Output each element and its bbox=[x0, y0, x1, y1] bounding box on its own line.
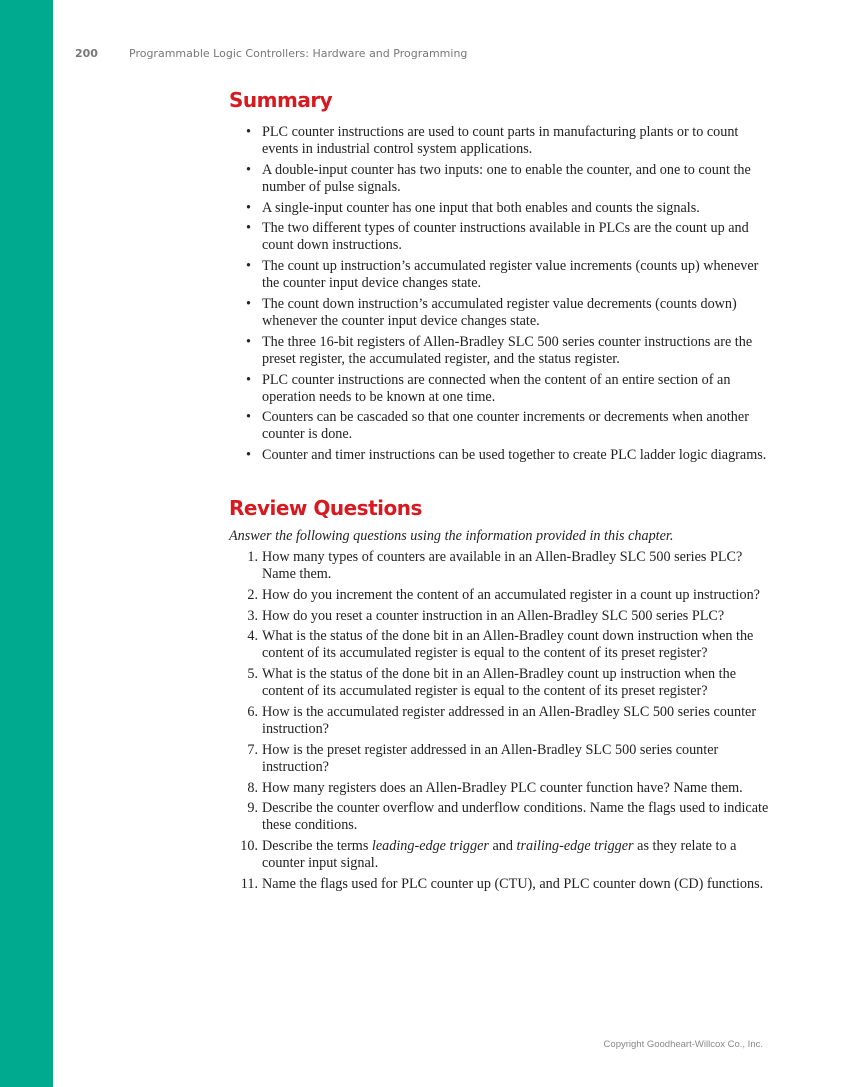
review-question bbox=[229, 628, 769, 662]
bullet-icon: • bbox=[246, 258, 251, 275]
summary-item bbox=[229, 258, 769, 292]
question-text: How do you reset a counter instruction in an Allen-Bradley SLC 500 series PLC? bbox=[262, 607, 725, 624]
summary-item bbox=[229, 296, 769, 330]
summary-item-text: Counter and timer instructions can be used together to create PLC ladder logic diagrams. bbox=[262, 447, 767, 464]
bullet-icon: • bbox=[246, 447, 251, 464]
question-text-part: Describe the terms bbox=[262, 838, 372, 855]
question-text: What is the status of the done bit in an Allen-Bradley count down instruction when the content of its accumulated register is equal to the content of its preset register? bbox=[262, 628, 754, 662]
summary-item-text: The count down instruction’s accumulated register value decrements (counts down) whenever the counter input device changes state. bbox=[262, 295, 737, 329]
review-question bbox=[229, 742, 769, 776]
question-text: How is the preset register addressed in an Allen-Bradley SLC 500 series counter instruction? bbox=[262, 741, 719, 775]
review-question bbox=[229, 608, 769, 625]
review-question bbox=[229, 666, 769, 700]
review-question bbox=[229, 704, 769, 738]
running-header bbox=[75, 47, 467, 60]
summary-list bbox=[229, 124, 769, 468]
review-question bbox=[229, 587, 769, 604]
question-number: 6. bbox=[247, 703, 258, 720]
book-title: Programmable Logic Controllers: Hardware and Programming bbox=[129, 47, 468, 60]
summary-item bbox=[229, 220, 769, 254]
question-text: What is the status of the done bit in an Allen-Bradley count up instruction when the content of its accumulated register is equal to the content of its preset register? bbox=[262, 666, 736, 700]
review-questions-list bbox=[229, 549, 769, 897]
bullet-icon: • bbox=[246, 161, 251, 178]
question-number: 9. bbox=[247, 800, 258, 817]
summary-item-text: Counters can be cascaded so that one counter increments or decrements when another counter is done. bbox=[262, 409, 749, 443]
summary-item bbox=[229, 124, 769, 158]
bullet-icon: • bbox=[246, 124, 251, 140]
summary-item-text: The count up instruction’s accumulated register value increments (counts up) whenever the counter input device changes state. bbox=[262, 258, 759, 292]
question-text-part: and bbox=[488, 838, 517, 855]
question-number: 11. bbox=[240, 875, 258, 892]
summary-item bbox=[229, 200, 769, 217]
summary-item bbox=[229, 334, 769, 368]
summary-item-text: A double-input counter has two inputs: one to enable the counter, and one to count the number of pulse signals. bbox=[262, 161, 751, 195]
question-text: How do you increment the content of an accumulated register in a count up instruction? bbox=[262, 586, 760, 603]
question-text-part: as they relate to a counter input signal. bbox=[262, 838, 737, 872]
review-question bbox=[229, 876, 769, 893]
summary-item-text: The three 16-bit registers of Allen-Bradley SLC 500 series counter instructions are the preset register, the accumulated register, and the status register. bbox=[262, 333, 753, 367]
question-number: 2. bbox=[247, 586, 258, 603]
copyright: Copyright Goodheart-Willcox Co., Inc. bbox=[603, 1039, 763, 1050]
question-number: 1. bbox=[247, 549, 258, 565]
question-text-part: trailing-edge trigger bbox=[516, 838, 634, 855]
question-number: 7. bbox=[247, 741, 258, 758]
review-question bbox=[229, 838, 769, 872]
review-intro: Answer the following questions using the information provided in this chapter. bbox=[229, 528, 674, 544]
bullet-icon: • bbox=[246, 333, 251, 350]
question-text: How many types of counters are available in an Allen-Bradley SLC 500 series PLC? Name them. bbox=[262, 549, 743, 582]
summary-item bbox=[229, 409, 769, 443]
review-questions-heading: Review Questions bbox=[229, 496, 422, 520]
review-question bbox=[229, 549, 769, 583]
question-number: 5. bbox=[247, 666, 258, 683]
bullet-icon: • bbox=[246, 220, 251, 237]
bullet-icon: • bbox=[246, 371, 251, 388]
summary-item-text: PLC counter instructions are used to count parts in manufacturing plants or to count events in industrial control system applications. bbox=[262, 124, 739, 157]
chapter-color-band bbox=[0, 0, 53, 1087]
question-number: 8. bbox=[247, 779, 258, 796]
review-question bbox=[229, 800, 769, 834]
question-text-part: leading-edge trigger bbox=[371, 838, 489, 855]
bullet-icon: • bbox=[246, 295, 251, 312]
question-text: How is the accumulated register addressed in an Allen-Bradley SLC 500 series counter instruction? bbox=[262, 703, 757, 737]
summary-item-text: A single-input counter has one input that both enables and counts the signals. bbox=[262, 199, 700, 216]
question-text: How many registers does an Allen-Bradley PLC counter function have? Name them. bbox=[262, 779, 743, 796]
bullet-icon: • bbox=[246, 199, 251, 216]
summary-item-text: PLC counter instructions are connected when the content of an entire section of an operation needs to be known at one time. bbox=[262, 371, 731, 405]
question-number: 10. bbox=[240, 838, 258, 855]
review-question bbox=[229, 780, 769, 797]
bullet-icon: • bbox=[246, 409, 251, 426]
question-text: Name the flags used for PLC counter up (CTU), and PLC counter down (CD) functions. bbox=[262, 875, 764, 892]
question-number: 4. bbox=[247, 628, 258, 645]
summary-item bbox=[229, 447, 769, 464]
page-number: 200 bbox=[75, 47, 98, 60]
summary-heading: Summary bbox=[229, 88, 333, 112]
question-number: 3. bbox=[247, 607, 258, 624]
summary-item-text: The two different types of counter instructions available in PLCs are the count up and count down instructions. bbox=[262, 220, 749, 254]
summary-item bbox=[229, 162, 769, 196]
summary-item bbox=[229, 372, 769, 406]
question-text: Describe the counter overflow and underflow conditions. Name the flags used to indicate these conditions. bbox=[262, 800, 769, 834]
